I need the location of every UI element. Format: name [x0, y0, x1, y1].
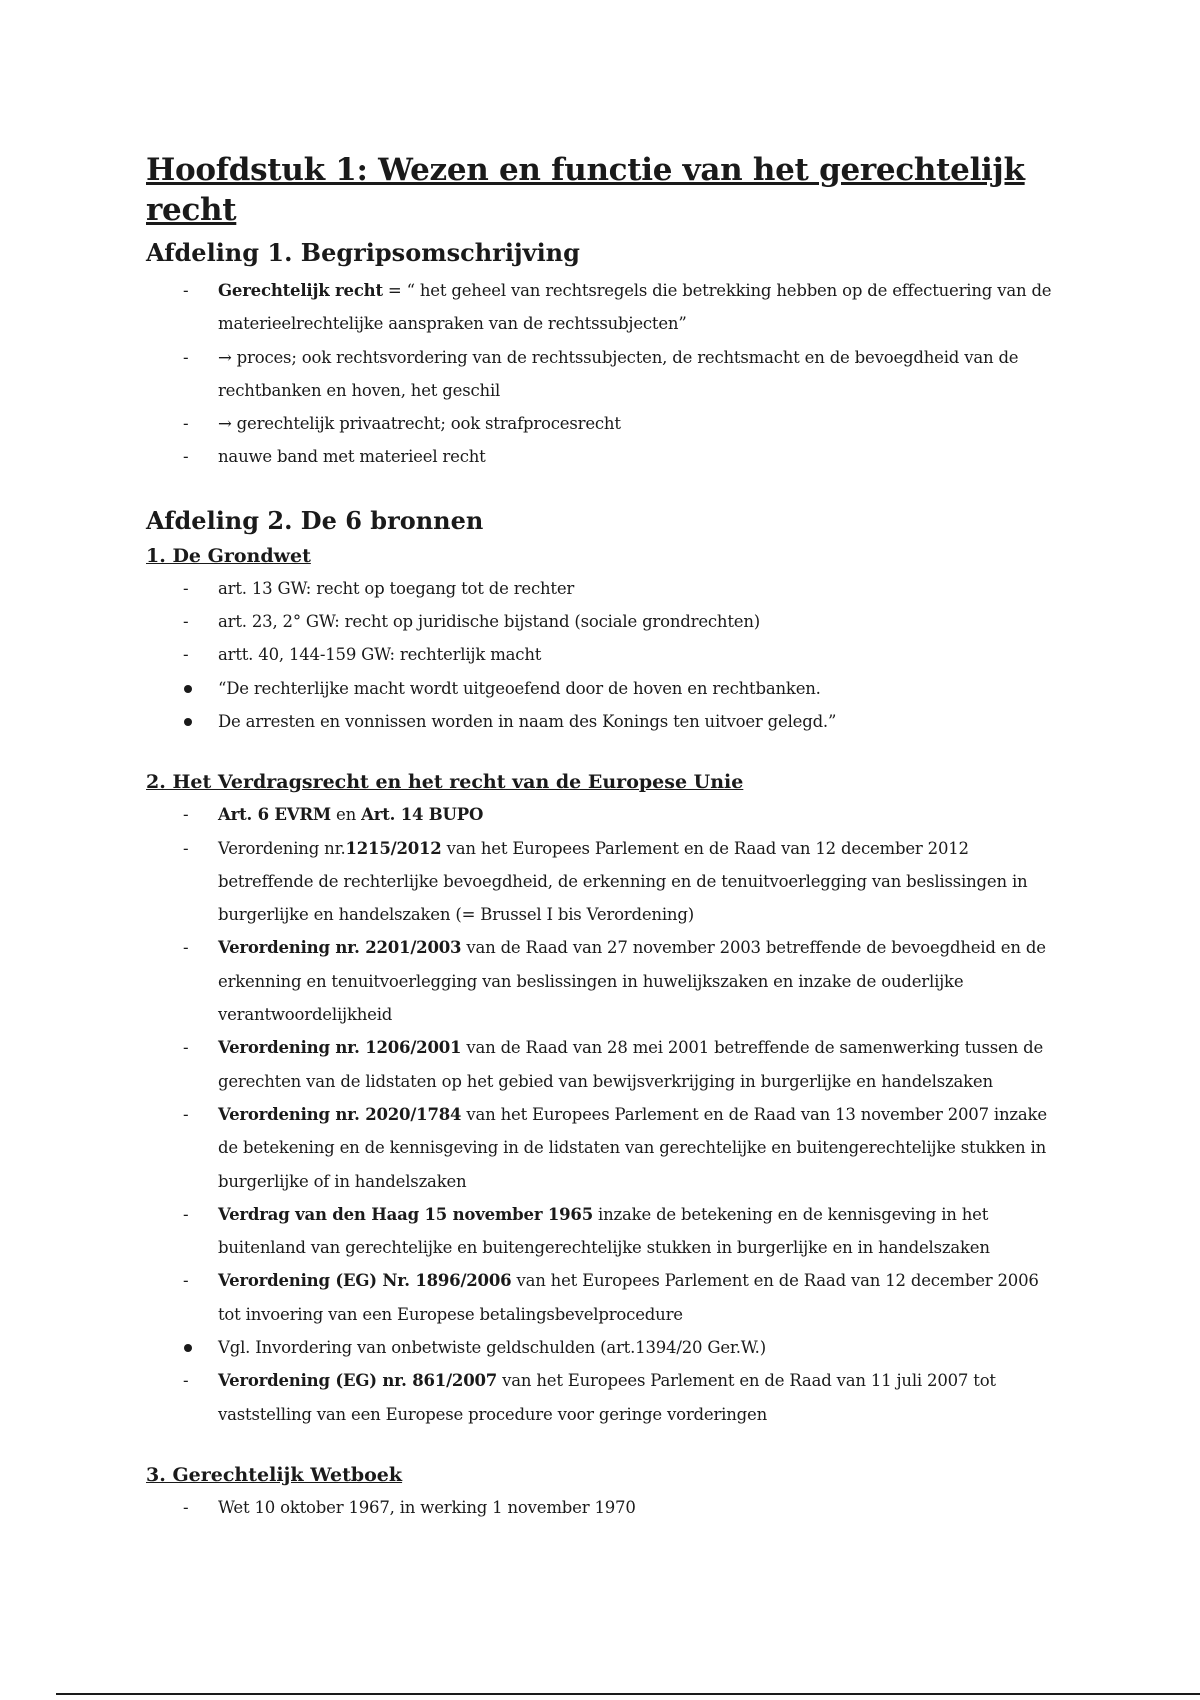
list-item: - Art. 6 EVRM en Art. 14 BUPO [183, 805, 484, 825]
section-heading-afdeling-2: Afdeling 2. De 6 bronnen [146, 505, 484, 535]
list-item: - → proces; ook rechtsvordering van de rechtssubjecten, de rechtsmacht en de bevoegdheid van de rechtbanken en hoven, het geschil [183, 347, 1019, 400]
list-item: - Wet 10 oktober 1967, in werking 1 november 1970 [183, 1497, 636, 1517]
list-item: - Verordening nr. 2020/1784 van het Europees Parlement en de Raad van 13 november 2007 inzake de betekening en de kennisgeving in de lidstaten van gerechtelijke en buitengerechtelijke stukken in burgerlijke of in handelszaken [183, 1104, 1047, 1191]
verdragsrecht-list-continued [146, 1364, 1066, 1431]
afdeling-1-list [146, 274, 1066, 474]
list-item: - Verordening (EG) Nr. 1896/2006 van het Europees Parlement en de Raad van 12 december 2006 tot invoering van een Europese betalingsbevelprocedure [183, 1271, 1039, 1324]
document-content [146, 150, 1066, 1524]
list-item: - artt. 40, 144-159 GW: rechterlijk macht [183, 645, 542, 665]
bullet-icon [184, 685, 192, 693]
verdragsrecht-bullet-list [146, 1331, 1066, 1364]
list-item: - → gerechtelijk privaatrecht; ook strafprocesrecht [183, 414, 621, 434]
list-item: - nauwe band met materieel recht [183, 447, 486, 467]
bullet-icon [184, 1344, 192, 1352]
bullet-item: “De rechterlijke macht wordt uitgeoefend door de hoven en rechtbanken. [146, 672, 1066, 705]
list-item: - art. 23, 2° GW: recht op juridische bijstand (sociale grondrechten) [183, 612, 761, 632]
wetboek-list [146, 1491, 1066, 1524]
bullet-item: Vgl. Invordering van onbetwiste geldschulden (art.1394/20 Ger.W.) [146, 1331, 1066, 1364]
subsection-heading-verdragsrecht: 2. Het Verdragsrecht en het recht van de Europese Unie [146, 771, 744, 794]
chapter-title: Hoofdstuk 1: Wezen en functie van het gerechtelijk recht [146, 152, 1025, 228]
subsection-heading-grondwet: 1. De Grondwet [146, 544, 311, 567]
list-item: - Verordening (EG) nr. 861/2007 van het Europees Parlement en de Raad van 11 juli 2007 tot vaststelling van een Europese procedure voor geringe vorderingen [183, 1371, 996, 1424]
grondwet-bullet-list [146, 672, 1066, 739]
list-item: - Verordening nr. 2201/2003 van de Raad van 27 november 2003 betreffende de bevoegdheid en de erkenning en tenuitvoerlegging van beslissingen in huwelijkszaken en inzake de ouderlijke verantwoordelijkheid [183, 938, 1046, 1025]
subsection-heading-wetboek: 3. Gerechtelijk Wetboek [146, 1463, 403, 1486]
list-item: - Verordening nr.1215/2012 van het Europees Parlement en de Raad van 12 december 2012 betreffende de rechterlijke bevoegdheid, de erkenning en de tenuitvoerlegging van beslissingen in burgerlijke en handelszaken (= Brussel I bis Verordening) [183, 838, 1028, 925]
list-item: - Gerechtelijk recht = “ het geheel van rechtsregels die betrekking hebben op de effectuering van de materieelrechtelijke aanspraken van de rechtssubjecten” [183, 281, 1052, 334]
section-heading-afdeling-1: Afdeling 1. Begripsomschrijving [146, 238, 580, 267]
verdragsrecht-list [146, 798, 1066, 1331]
bullet-icon [184, 718, 192, 726]
grondwet-list [146, 572, 1066, 672]
bottom-divider [56, 1693, 1200, 1695]
list-item: - art. 13 GW: recht op toegang tot de rechter [183, 578, 575, 598]
list-item: - Verordening nr. 1206/2001 van de Raad van 28 mei 2001 betreffende de samenwerking tussen de gerechten van de lidstaten op het gebied van bewijsverkrijging in burgerlijke en handelszaken [183, 1038, 1044, 1091]
bullet-item: De arresten en vonnissen worden in naam des Konings ten uitvoer gelegd.” [146, 705, 1066, 738]
list-item: - Verdrag van den Haag 15 november 1965 inzake de betekening en de kennisgeving in het buitenland van gerechtelijke en buitengerechtelijke stukken in burgerlijke en in handelszaken [183, 1204, 990, 1258]
